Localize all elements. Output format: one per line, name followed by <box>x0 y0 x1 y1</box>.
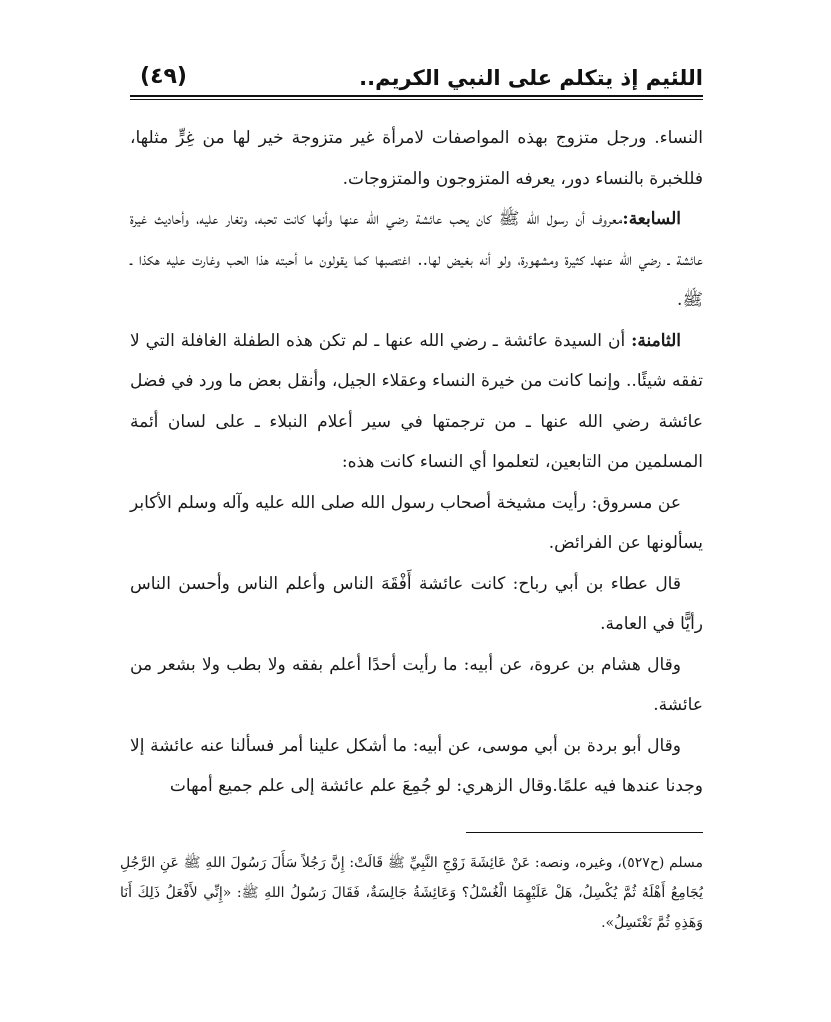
quote-abu-burda: وقال أبو بردة بن أبي موسى، عن أبيه: ما أشكل علينا أمر فسألنا عنه عائشة إلا وجدنا عندها فيه علمًا.وقال الزهري: لو جُمِعَ علم عائشة إلى علم جميع أمهات <box>130 735 703 796</box>
header-rule <box>130 95 703 97</box>
quote-hisham: وقال هشام بن عروة، عن أبيه: ما رأيت أحدًا أعلم بفقه ولا بطب ولا بشعر من عائشة. <box>130 654 703 715</box>
paragraph-seventh <box>130 199 703 321</box>
paragraph-eighth <box>130 321 703 483</box>
paragraph-1: النساء. ورجل متزوج بهذه المواصفات لامرأة غير متزوجة خير لها من غِرٍّ مثلها، فللخبرة بالنساء دور، يعرفه المتزوجون والمتزوجات. <box>130 128 703 189</box>
footnote-separator <box>466 832 703 833</box>
paragraph-seventh-text: معروف أن رسول الله ﷺ كان يحب عائشة رضي الله عنها وأنها كانت تحبه، وتغار عليه، وأحاديث غيرة عائشة ـ رضي الله عنهاـ كثيرة ومشهورة، ولو أنه بغيض لها.. اغتصبها كما يقولون ما أحبته هذا الحب وغارت عليه هكذا ـ ﷺ. <box>130 209 703 310</box>
point-eighth-label: الثامنة: <box>631 330 681 351</box>
footnote <box>120 848 703 938</box>
page-number: (٤٩) <box>140 64 187 89</box>
paragraph-eighth-text: أن السيدة عائشة ـ رضي الله عنها ـ لم تكن هذه الطفلة الغافلة التي لا تفقه شيئًا.. وإنما كانت من خيرة النساء وعقلاء الجيل، وأنقل بعض ما ورد في فضل عائشة رضي الله عنها ـ من ترجمتها في سير أعلام النبلاء ـ على لسان أئمة المسلمين من التابعين، لتعلموا أي النساء كانت هذه: <box>130 330 703 472</box>
running-title: اللئيم إذ يتكلم على النبي الكريم.. <box>359 66 703 90</box>
header-rule-thin <box>130 99 703 100</box>
quote-ata: قال عطاء بن أبي رباح: كانت عائشة أَفْقَهَ الناس وأعلم الناس وأحسن الناس رأيًّا في العامة. <box>130 573 703 634</box>
footnote-text: مسلم (ح٥٢٧)، وغيره، ونصه: عَنْ عَائِشَةَ زَوْجِ النَّبِيِّ ﷺ قَالَتْ: إِنَّ رَجُلاً سَأَلَ رَسُولَ اللهِ ﷺ عَنِ الرَّجُلِ يُجَامِعُ أَهْلَهُ ثُمَّ يُكْسِلُ، هَلْ عَلَيْهِمَا الْغُسْلُ؟ وَعَائِشَةُ جَالِسَةٌ، فَقَالَ رَسُولُ اللهِ ﷺ: «إِنِّي لأَفْعَلُ ذَلِكَ أَنَا وَهَذِهِ ثُمَّ نَغْتَسِلُ». <box>120 855 704 931</box>
page-header <box>130 62 703 102</box>
quote-masruq: عن مسروق: رأيت مشيخة أصحاب رسول الله صلى الله عليه وآله وسلم الأكابر يسألونها عن الفرائض. <box>130 492 703 553</box>
point-seventh-label: السابعة: <box>622 209 681 229</box>
main-text <box>130 118 703 807</box>
